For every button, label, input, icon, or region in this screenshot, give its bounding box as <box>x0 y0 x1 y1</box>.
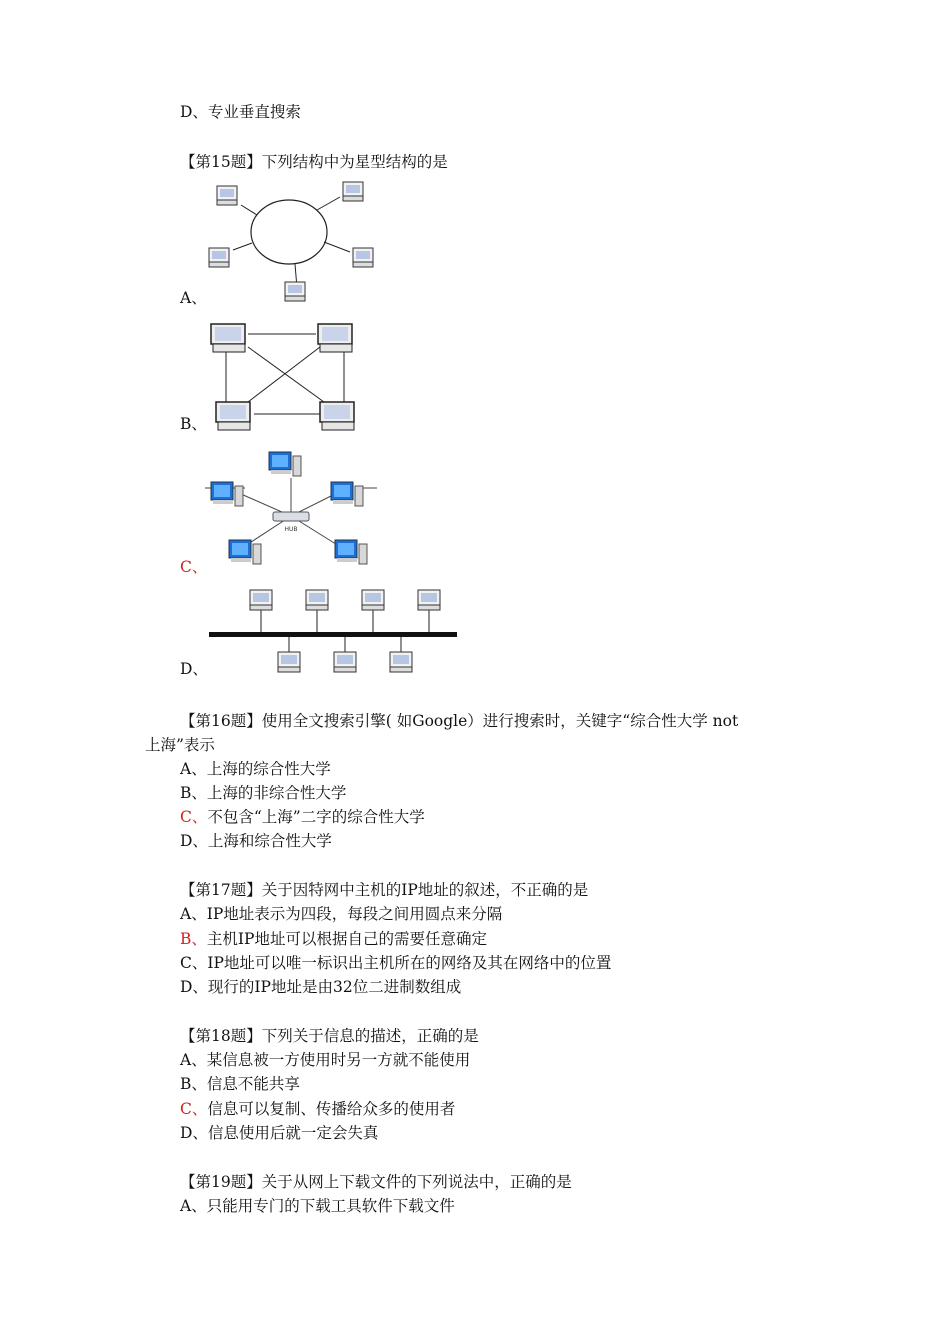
option-d-prev: D、专业垂直搜索 <box>180 103 301 121</box>
q18-option-d: D、信息使用后就一定会失真 <box>180 1124 379 1142</box>
q16-option-c <box>180 807 425 827</box>
computer-icon <box>390 652 412 672</box>
question-16-title-line1: 【第16题】使用全文搜索引擎( 如Google）进行搜索时，关键字“综合性大学 not <box>180 712 739 730</box>
q16-option-c-text: 不包含“上海”二字的综合性大学 <box>207 808 425 826</box>
mesh-topology-diagram <box>208 322 363 430</box>
computer-icon <box>211 324 245 352</box>
computer-icon <box>335 540 367 564</box>
q18-option-a: A、某信息被一方使用时另一方就不能使用 <box>180 1051 471 1069</box>
q16-option-b: B、上海的非综合性大学 <box>180 784 347 802</box>
q17-option-b-text: 主机IP地址可以根据自己的需要任意确定 <box>206 930 487 948</box>
q18-option-b: B、信息不能共享 <box>180 1075 300 1093</box>
computer-icon <box>318 324 352 352</box>
computer-icon <box>211 482 243 506</box>
computer-icon <box>217 186 237 205</box>
question-16-title-line2: 上海”表示 <box>145 736 215 754</box>
question-17-title: 【第17题】关于因特网中主机的IP地址的叙述，不正确的是 <box>180 881 589 899</box>
computer-icon <box>343 182 363 201</box>
question-19-title: 【第19题】关于从网上下载文件的下列说法中，正确的是 <box>180 1173 572 1191</box>
ring-topology-diagram <box>205 180 385 305</box>
computer-icon <box>362 590 384 610</box>
q16-option-a: A、上海的综合性大学 <box>180 760 331 778</box>
bus-topology-diagram <box>205 588 465 678</box>
computer-icon <box>269 452 301 476</box>
computer-icon <box>331 482 363 506</box>
option-b-label: B、 <box>180 415 207 433</box>
q17-option-d: D、现行的IP地址是由32位二进制数组成 <box>180 978 462 996</box>
hub-icon <box>273 512 309 533</box>
question-18-title: 【第18题】下列关于信息的描述，正确的是 <box>180 1027 479 1045</box>
computer-icon <box>229 540 261 564</box>
star-topology-diagram <box>205 448 385 580</box>
computer-icon <box>320 402 354 430</box>
q18-option-c-text: 信息可以复制、传播给众多的使用者 <box>207 1100 456 1118</box>
computer-icon <box>250 590 272 610</box>
computer-icon <box>285 282 305 301</box>
q18-option-c-letter: C、 <box>180 1100 208 1118</box>
q16-option-c-letter: C、 <box>180 808 208 826</box>
q17-option-b <box>180 929 487 949</box>
hub-label: HUB <box>284 526 298 533</box>
q17-option-b-letter: B、 <box>180 930 207 948</box>
q18-option-c <box>180 1099 455 1119</box>
computer-icon <box>306 590 328 610</box>
computer-icon <box>353 248 373 267</box>
option-a-label: A、 <box>180 289 207 307</box>
q19-option-a: A、只能用专门的下载工具软件下载文件 <box>180 1197 455 1215</box>
q16-option-d: D、上海和综合性大学 <box>180 832 332 850</box>
option-c-label: C、 <box>180 558 208 576</box>
option-d-label: D、 <box>180 660 208 678</box>
computer-icon <box>418 590 440 610</box>
computer-icon <box>278 652 300 672</box>
computer-icon <box>334 652 356 672</box>
computer-icon <box>216 402 250 430</box>
question-15-title: 【第15题】下列结构中为星型结构的是 <box>180 153 448 171</box>
q17-option-a: A、IP地址表示为四段，每段之间用圆点来分隔 <box>180 905 503 923</box>
computer-icon <box>209 248 229 267</box>
q17-option-c: C、IP地址可以唯一标识出主机所在的网络及其在网络中的位置 <box>180 954 612 972</box>
